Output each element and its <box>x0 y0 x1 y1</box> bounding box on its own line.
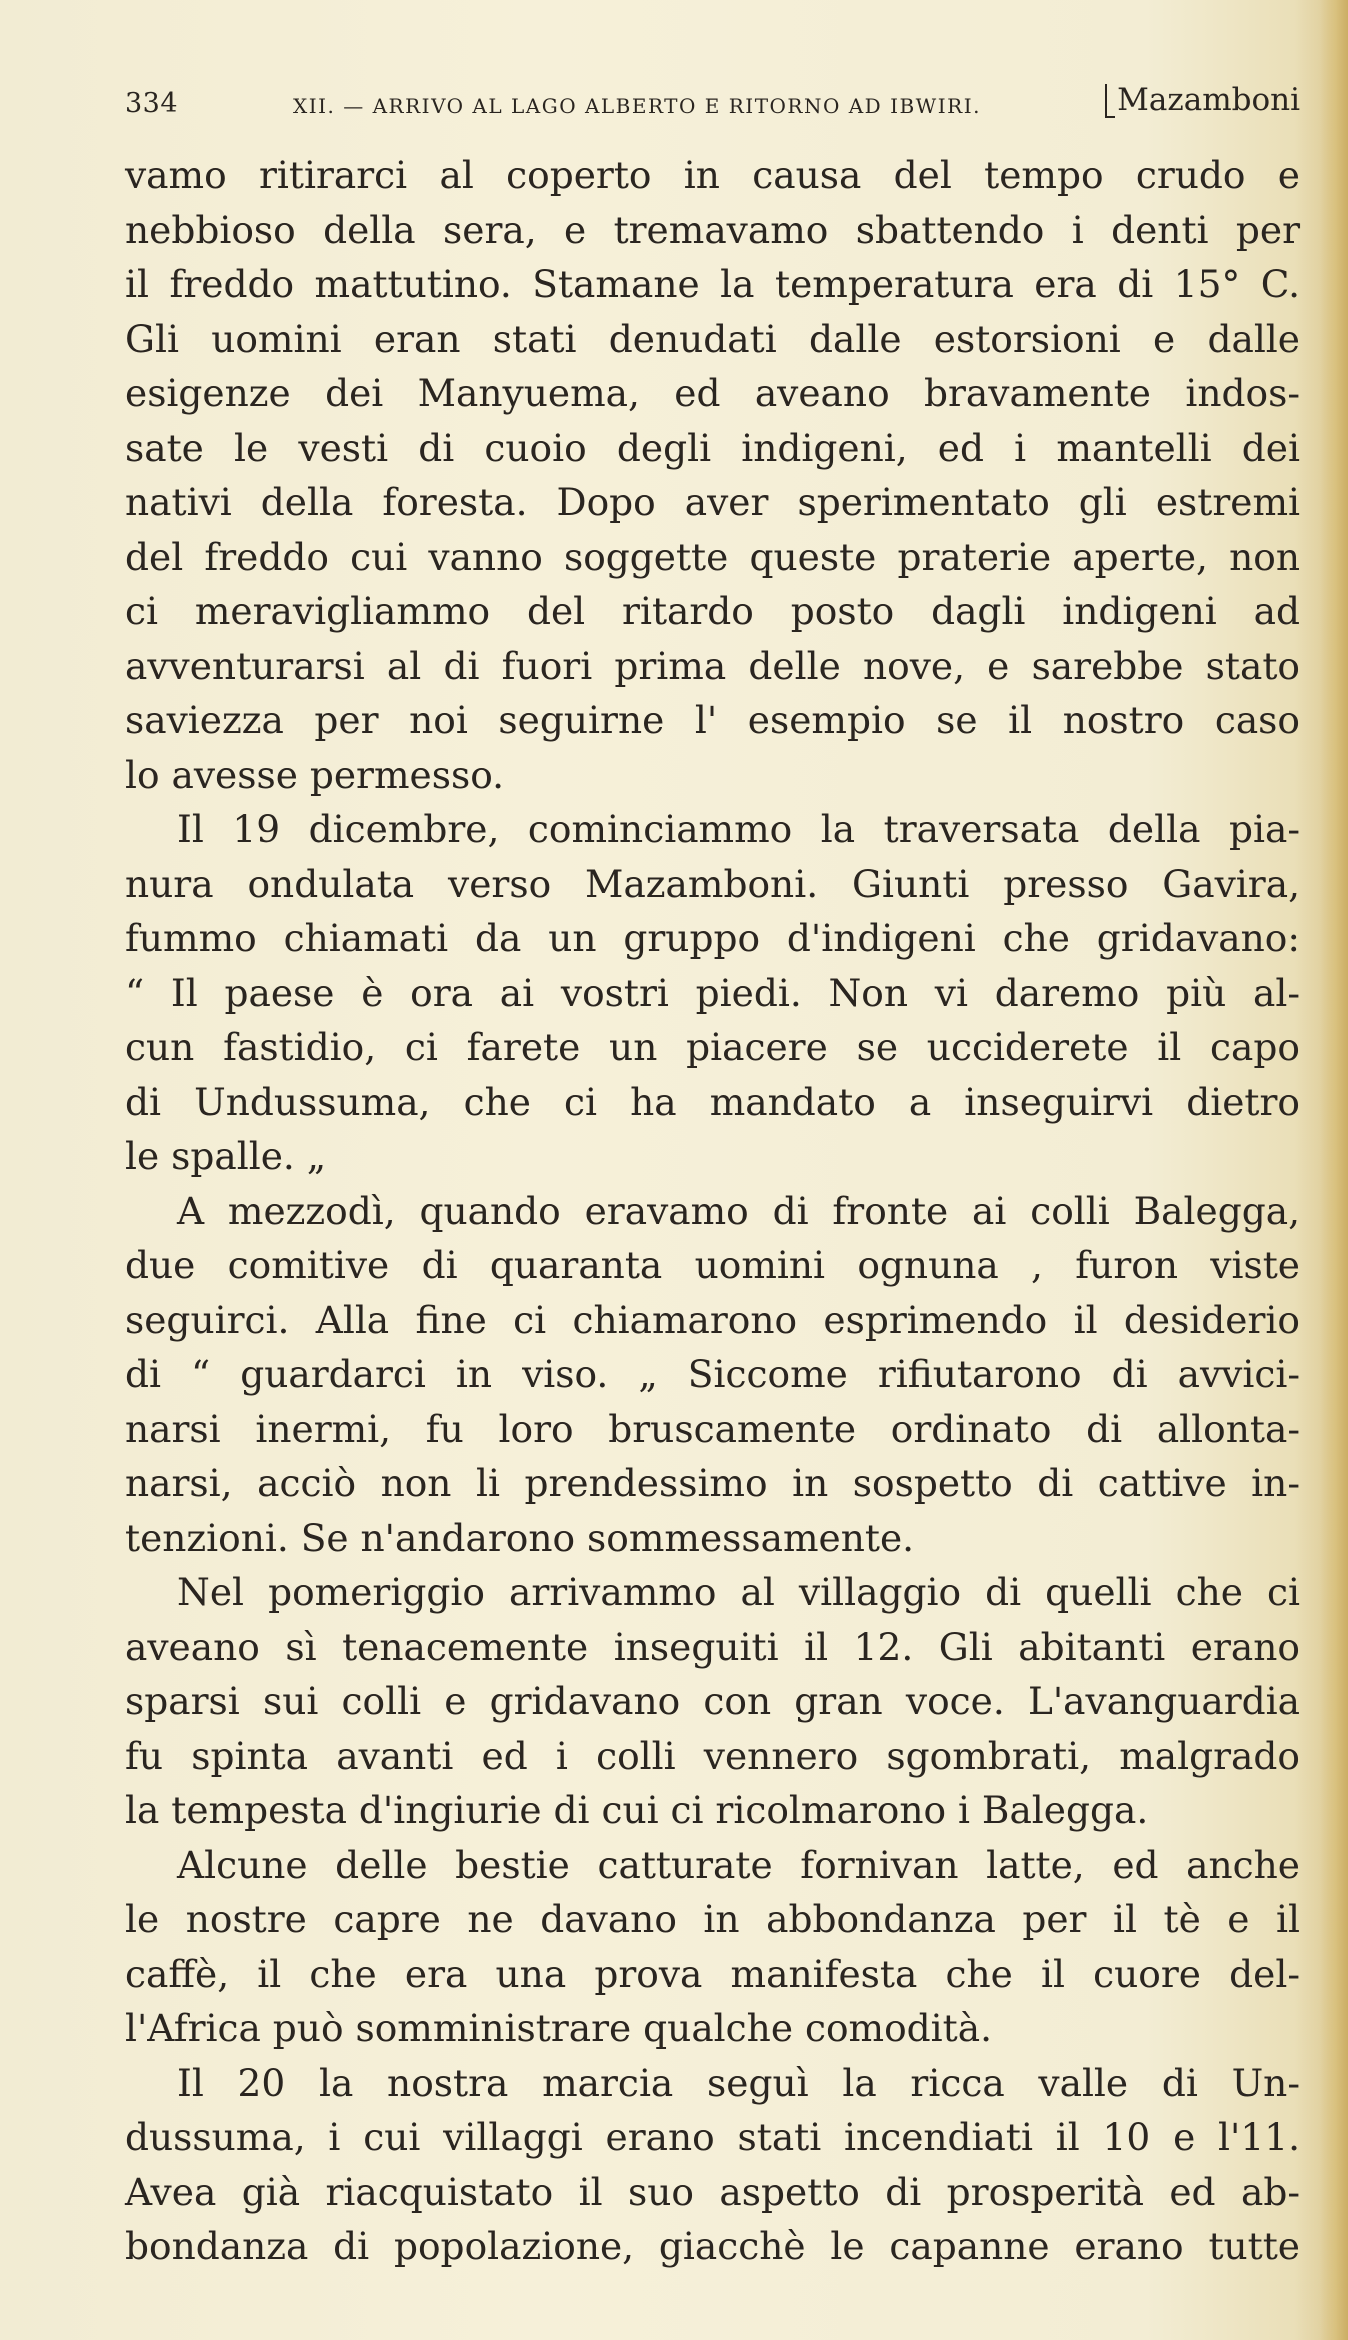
text-line: fu spinta avanti ed i colli vennero sgombrati, malgrado <box>125 1733 1300 1778</box>
page-number: 334 <box>125 88 179 119</box>
text-line: Il 20 la nostra marcia seguì la ricca valle di Un- <box>177 2060 1300 2105</box>
text-line: Alcune delle bestie catturate fornivan latte, ed anche <box>177 1842 1300 1887</box>
text-line: narsi, acciò non li prendessimo in sospetto di cattive in- <box>125 1461 1300 1505</box>
text-line: sate le vesti di cuoio degli indigeni, ed i mantelli dei <box>125 425 1300 470</box>
text-line: nura ondulata verso Mazamboni. Giunti presso Gavira, <box>125 861 1300 906</box>
running-title: XII. — ARRIVO AL LAGO ALBERTO E RITORNO AD IBWIRI. <box>293 94 981 118</box>
text-line: dussuma, i cui villaggi erano stati incendiati il 10 e l'11. <box>125 2115 1300 2159</box>
text-line: seguirci. Alla fine ci chiamarono esprimendo il desiderio <box>125 1297 1300 1342</box>
text-line: esigenze dei Manyuema, ed aveano bravamente indos- <box>125 371 1300 415</box>
page-header <box>125 82 1300 132</box>
text-line: tenzioni. Se n'andarono sommessamente. <box>125 1515 915 1560</box>
text-line: narsi inermi, fu loro bruscamente ordinato di allonta- <box>125 1406 1300 1451</box>
text-line: di Undussuma, che ci ha mandato a inseguirvi dietro <box>125 1079 1300 1124</box>
text-line: nebbioso della sera, e tremavamo sbattendo i denti per <box>125 207 1300 252</box>
text-line: le spalle. „ <box>125 1134 327 1178</box>
text-line: del freddo cui vanno soggette queste praterie aperte, non <box>125 534 1300 579</box>
text-line: Gli uomini eran stati denudati dalle estorsioni e dalle <box>125 316 1300 361</box>
body-text <box>125 148 1300 2274</box>
text-line: cun fastidio, ci farete un piacere se ucciderete il capo <box>125 1025 1300 1069</box>
text-line: vamo ritirarci al coperto in causa del tempo crudo e <box>125 153 1300 197</box>
text-line: ci meravigliammo del ritardo posto dagli indigeni ad <box>125 589 1300 633</box>
page-edge-shading <box>1320 0 1348 2340</box>
text-line: A mezzodì, quando eravamo di fronte ai colli Balegga, <box>177 1188 1300 1233</box>
text-line: due comitive di quaranta uomini ognuna , furon viste <box>125 1243 1300 1287</box>
text-line: la tempesta d'ingiurie di cui ci ricolmarono i Balegga. <box>125 1788 1149 1832</box>
text-line: sparsi sui colli e gridavano con gran voce. L'avanguardia <box>125 1679 1300 1723</box>
text-line: saviezza per noi seguirne l' esempio se il nostro caso <box>125 698 1300 742</box>
text-line: le nostre capre ne davano in abbondanza per il tè e il <box>125 1897 1300 1941</box>
text-line: il freddo mattutino. Stamane la temperatura era di 15° C. <box>125 262 1300 306</box>
text-line: di “ guardarci in viso. „ Siccome rifiutarono di avvici- <box>125 1352 1300 1396</box>
text-line: avventurarsi al di fuori prima delle nove, e sarebbe stato <box>125 643 1300 688</box>
bracket-mark <box>1105 84 1115 118</box>
text-line: “ Il paese è ora ai vostri piedi. Non vi daremo più al- <box>125 970 1300 1015</box>
text-line: fummo chiamati da un gruppo d'indigeni che gridavano: <box>125 916 1300 960</box>
text-line: Nel pomeriggio arrivammo al villaggio di quelli che ci <box>177 1570 1300 1614</box>
text-line: bondanza di popolazione, giacchè le capanne erano tutte <box>125 2224 1300 2268</box>
text-line: l'Africa può somministrare qualche comodità. <box>125 2006 993 2050</box>
text-line: nativi della foresta. Dopo aver sperimentato gli estremi <box>125 480 1300 524</box>
text-line: aveano sì tenacemente inseguiti il 12. Gli abitanti erano <box>125 1624 1300 1669</box>
running-head <box>1105 82 1300 118</box>
running-head-text: Mazamboni <box>1117 82 1300 118</box>
text-line: Avea già riacquistato il suo aspetto di prosperità ed ab- <box>125 2169 1300 2214</box>
text-line: Il 19 dicembre, cominciammo la traversata della pia- <box>177 807 1300 851</box>
text-line: caffè, il che era una prova manifesta che il cuore del- <box>125 1951 1300 1996</box>
text-line: lo avesse permesso. <box>125 752 505 797</box>
